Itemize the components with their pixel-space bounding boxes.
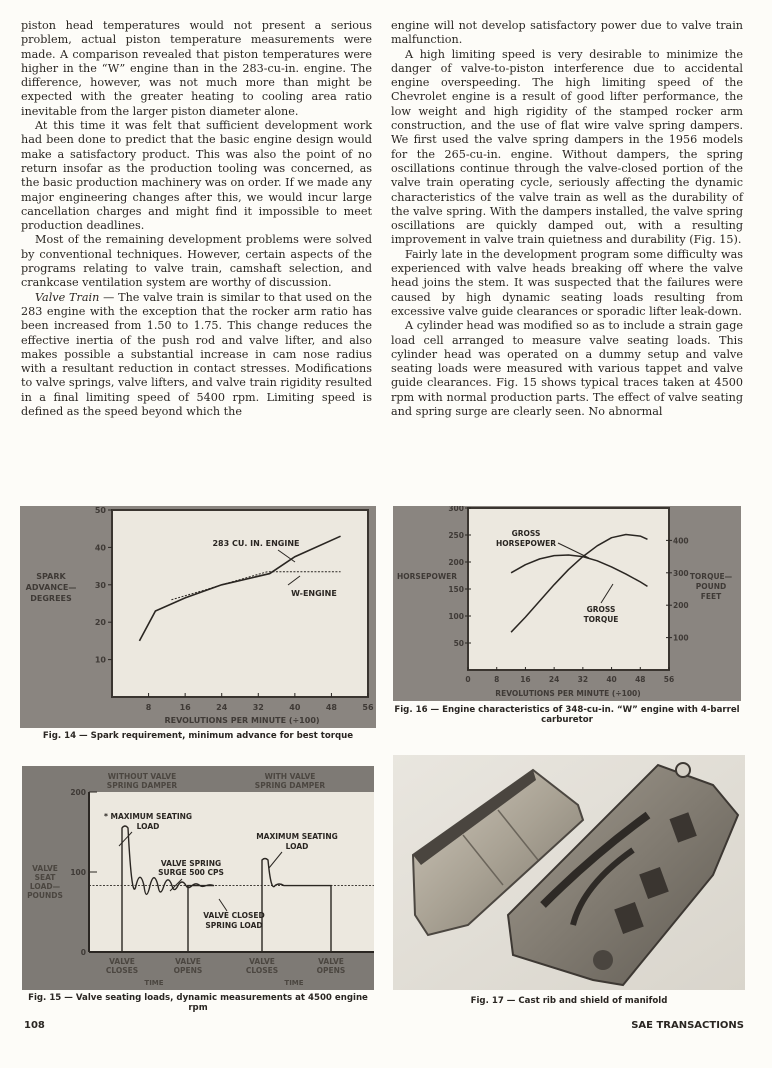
y-right-tick-label: 100 — [673, 633, 689, 643]
series-label-torque: GROSS — [586, 605, 616, 614]
y-tick-label: 300 — [448, 506, 464, 513]
x-tick-label: 32 — [252, 703, 264, 712]
fig16-chart — [393, 506, 741, 701]
x-axis-label: TIME — [284, 979, 304, 987]
annotation: VALVE SPRING — [160, 859, 222, 868]
fig15-caption: Fig. 15 — Valve seating loads, dynamic measurements at 4500 engine rpm — [28, 993, 368, 1013]
x-event-label: VALVE — [175, 957, 201, 966]
x-event-label: VALVE — [109, 957, 135, 966]
paragraph-text: — The valve train is similar to that used on the 283 engine with the exception that the rocker arm ratio has been increased from 1.50 to 1.75. This change reduces the effective inertia of the push rod and valve lifter, and also makes possible a substantial increase in cam nose radius with a resultant reduction in contact stresses. Modifications to valve springs, valve lifters, and valve train rigidity resulted in a final limiting speed of 5400 rpm. Limiting speed is defined as the speed beyond which the — [21, 290, 372, 419]
annotation: SPRING LOAD — [205, 921, 263, 930]
x-tick-label: 8 — [145, 703, 152, 712]
y-tick-label: 10 — [94, 655, 106, 665]
annotation: * MAXIMUM SEATING — [103, 812, 193, 821]
x-axis-label: REVOLUTIONS PER MINUTE (÷100) — [164, 716, 320, 725]
left-text-column — [21, 19, 372, 419]
y-tick-label: 100 — [448, 612, 464, 621]
x-event-label: CLOSES — [245, 966, 279, 975]
x-tick-label: 24 — [216, 703, 228, 712]
fig17-caption: Fig. 17 — Cast rib and shield of manifold — [470, 996, 668, 1006]
paragraph: piston head temperatures would not present a serious problem, actual piston temperature measurements were made. A comparison revealed that piston temperatures were higher in the “W” engine than in the 283-cu-in. engine. The difference, however, was not much more than might be expected with the greater heating to cooling area ratio inevitable from the larger piston diameter alone. — [21, 19, 372, 118]
y-axis-label-line: POUNDS — [27, 891, 63, 900]
paragraph: engine will not develop satisfactory power due to valve train malfunction. — [391, 19, 743, 47]
y-tick-label: 50 — [453, 639, 464, 648]
fig16-caption-line: Fig. 16 — Engine characteristics of 348-cu-in. “W” engine with 4-barrel — [394, 705, 740, 715]
paragraph: Most of the remaining development problems were solved by conventional techniques. However, certain aspects of the programs relating to valve train, camshaft selection, and crankcase ventilation system are worthy of discussion. — [21, 233, 372, 290]
plot-area — [468, 508, 669, 670]
fig14-caption: Fig. 14 — Spark requirement, minimum advance for best torque — [42, 731, 354, 741]
y-tick-label: 100 — [70, 868, 86, 877]
y-axis-label-line: ADVANCE— — [25, 583, 77, 592]
panel-label-with-damper: SPRING DAMPER — [254, 781, 326, 790]
y-axis-label-line: SPARK — [36, 572, 66, 581]
y-tick-label: 30 — [94, 580, 106, 590]
series-label-horsepower: HORSEPOWER — [496, 539, 556, 548]
y-axis-label-line: SEAT — [34, 873, 56, 882]
annotation: LOAD — [285, 842, 309, 851]
y-tick-label: 40 — [94, 543, 106, 553]
y-axis-label-line: LOAD— — [29, 882, 61, 891]
y-tick-label: 200 — [70, 788, 86, 797]
annotation: SURGE 500 CPS — [158, 868, 224, 877]
y-axis-right-label-line: FEET — [700, 592, 722, 601]
y-axis-label-line: VALVE — [32, 864, 58, 873]
paragraph: Fairly late in the development program some difficulty was experienced with valve heads breaking off where the valve head joins the stem. It was suspected that the failures were caused by high dynamic seating loads resulting from excessive valve guide clearances or sporadic lifter leak-down. — [391, 247, 743, 318]
y-right-tick-label: 300 — [673, 568, 689, 578]
x-tick-label: 48 — [635, 675, 646, 684]
y-tick-label: 50 — [94, 506, 106, 515]
x-tick-label: 16 — [179, 703, 191, 712]
right-text-column — [391, 19, 743, 419]
paragraph-valve-train — [21, 291, 372, 420]
paragraph: A cylinder head was modified so as to include a strain gage load cell arranged to measure valve seating loads. This cylinder head was operated on a dummy setup and valve seating loads were measured with various tappet and valve guide clearances. Fig. 15 shows typical traces taken at 4500 rpm with normal production parts. The effect of valve seating and spring surge are clearly seen. No abnormal — [391, 319, 743, 419]
y-tick-label: 20 — [94, 618, 106, 628]
x-tick-label: 56 — [663, 675, 675, 684]
y-axis-label-line: DEGREES — [30, 594, 72, 603]
y-right-tick-label: 200 — [673, 601, 689, 611]
series-label-283: 283 CU. IN. ENGINE — [212, 539, 300, 548]
series-label-w-engine: W-ENGINE — [291, 589, 337, 598]
y-tick-label: 250 — [448, 531, 464, 540]
x-event-label: OPENS — [173, 966, 203, 975]
x-tick-label: 24 — [548, 675, 560, 684]
journal-name: SAE TRANSACTIONS — [631, 1020, 744, 1031]
panel-label-with-damper: WITH VALVE — [264, 772, 316, 781]
y-axis-label: HORSEPOWER — [397, 572, 457, 581]
x-event-label: VALVE — [318, 957, 344, 966]
x-tick-label: 16 — [520, 675, 531, 684]
series-label-horsepower: GROSS — [511, 529, 541, 538]
fig14-chart — [20, 506, 376, 728]
fig16-caption-line: carburetor — [541, 715, 593, 725]
annotation: LOAD — [136, 822, 160, 831]
x-tick-label: 40 — [606, 675, 617, 684]
panel-label-without-damper: SPRING DAMPER — [106, 781, 178, 790]
x-axis-label: REVOLUTIONS PER MINUTE (÷100) — [495, 689, 641, 698]
x-tick-label: 32 — [577, 675, 589, 684]
x-event-label: OPENS — [316, 966, 346, 975]
y-axis-right-label-line: TORQUE— — [689, 572, 733, 581]
x-tick-label: 8 — [494, 675, 500, 684]
y-tick-label: 200 — [448, 558, 464, 567]
paragraph: A high limiting speed is very desirable to minimize the danger of valve-to-piston interference due to accidental engine overspeeding. The high limiting speed of the Chevrolet engine is a result of good lifter performance, the low weight and high rigidity of the stamped rocker arm construction, and the use of flat wire valve spring dampers. We first used the valve spring dampers in the 1956 models for the 265-cu-in. engine. Without dampers, the spring oscillations continue through the valve-closed portion of the valve train operating cycle, seriously affecting the dynamic characteristics of the valve train as well as the durability of the valve spring. With the dampers installed, the valve spring oscillations are quickly damped out, with a resulting improvement in valve train quietness and durability (Fig. 15). — [391, 47, 743, 247]
x-event-label: VALVE — [249, 957, 275, 966]
x-axis-label: TIME — [144, 979, 164, 987]
x-tick-label: 56 — [362, 703, 374, 712]
y-tick-label: 150 — [448, 585, 464, 594]
fig16-caption — [393, 705, 741, 725]
section-heading-valve-train: Valve Train — [35, 290, 100, 304]
series-label-torque: TORQUE — [583, 615, 619, 624]
page-number: 108 — [24, 1020, 45, 1031]
fig17-manifold-photo — [393, 755, 745, 990]
annotation: MAXIMUM SEATING — [256, 832, 338, 841]
panel-label-without-damper: WITHOUT VALVE — [107, 772, 177, 781]
x-tick-label: 40 — [289, 703, 301, 712]
fig15-chart — [22, 766, 374, 990]
x-event-label: CLOSES — [105, 966, 139, 975]
y-axis-right-label-line: POUND — [695, 582, 727, 591]
annotation: VALVE CLOSED — [203, 911, 265, 920]
paragraph: At this time it was felt that sufficient development work had been done to predict that the basic engine design would make a satisfactory product. This was also the point of no return insofar as the production tooling was concerned, as the basic production machinery was on order. If we made any major engineering changes after this, we would incur large cancellation charges and might find it impossible to meet production deadlines. — [21, 119, 372, 233]
x-tick-label: 0 — [465, 675, 471, 684]
y-tick-label: 0 — [80, 948, 86, 957]
y-right-tick-label: 400 — [673, 536, 689, 546]
x-tick-label: 48 — [325, 703, 337, 712]
